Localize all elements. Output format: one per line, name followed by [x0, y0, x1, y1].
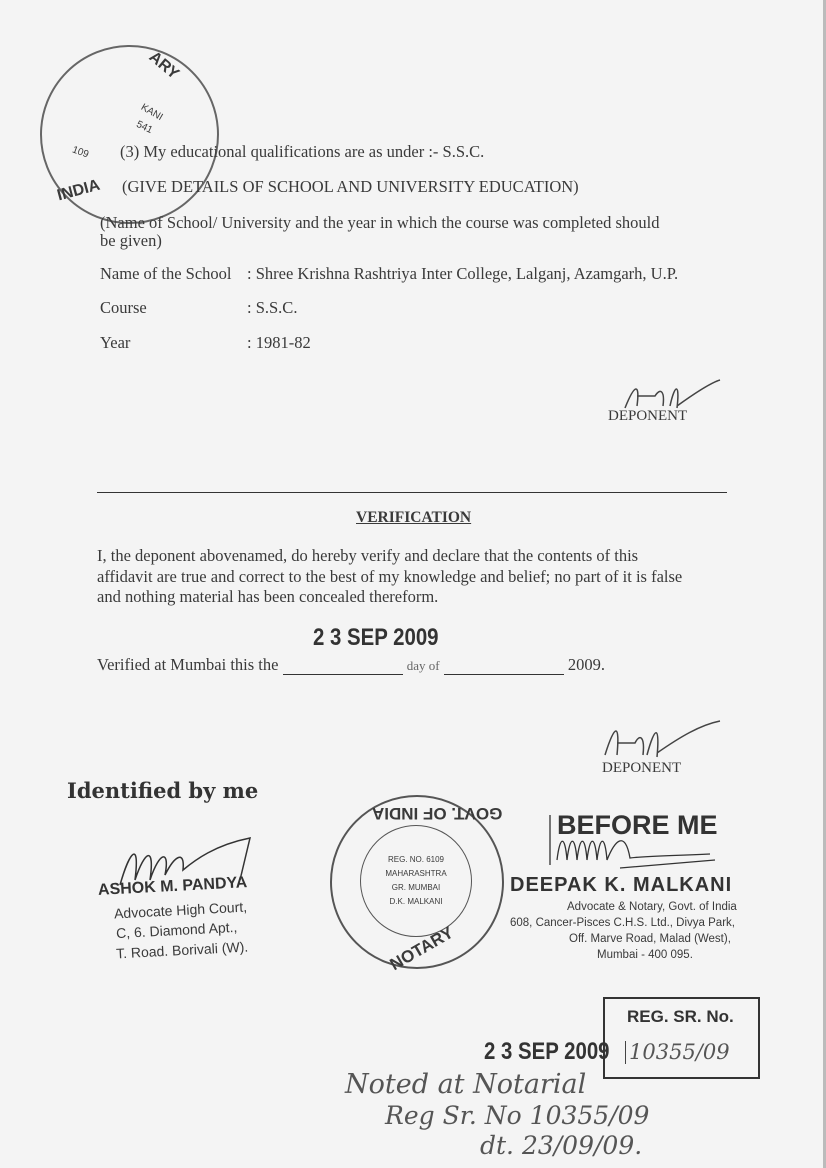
identifier-line-1: Advocate High Court, [113, 898, 248, 922]
seal-notary-name: D.K. MALKANI [389, 897, 443, 906]
verification-body-3: and nothing material has been concealed thereform. [97, 587, 439, 606]
handwritten-note-2: Reg Sr. No 10355/09 [385, 1101, 650, 1130]
details-heading: (GIVE DETAILS OF SCHOOL AND UNIVERSITY EDUCATION) [122, 177, 579, 196]
section-divider [97, 492, 727, 493]
details-instruction-cont: be given) [100, 231, 162, 250]
notary-seal [330, 795, 504, 975]
year-label: Year [100, 333, 131, 352]
notary-line-4: Mumbai - 400 095. [597, 949, 693, 961]
notary-line-2: 608, Cancer-Pisces C.H.S. Ltd., Divya Park, [510, 917, 735, 929]
verification-body-1: I, the deponent abovenamed, do hereby verify and declare that the contents of this [97, 546, 639, 565]
identifier-line-2: C, 6. Diamond Apt., [115, 918, 238, 942]
verified-line: Verified at Mumbai this the day of 2009. [97, 655, 605, 674]
before-me-heading: BEFORE ME [557, 810, 718, 840]
register-box [603, 997, 760, 1079]
year-value: : 1981-82 [247, 333, 311, 352]
top-notary-seal: ARY KANI 541 109 INDIA [40, 45, 219, 224]
identified-heading: Identified by me [67, 778, 259, 803]
details-instruction: (Name of School/ University and the year in which the course was completed should [100, 213, 660, 232]
seal-outer-top: GOVT. OF INDIA [372, 804, 503, 823]
handwritten-note-3: dt. 23/09/09. [480, 1131, 643, 1160]
notary-line-1: Advocate & Notary, Govt. of India [567, 901, 737, 913]
notary-name: DEEPAK K. MALKANI [510, 874, 733, 896]
notary-line-3: Off. Marve Road, Malad (West), [569, 933, 731, 945]
identifier-name: ASHOK M. PANDYA [97, 874, 248, 899]
handwritten-note-1: Noted at Notarial [345, 1069, 587, 1100]
seal-state: MAHARASHTRA [385, 869, 447, 878]
seal-city: GR. MUMBAI [391, 883, 441, 892]
seal-outer-bottom: NOTARY [386, 922, 457, 975]
register-label: REG. SR. No. [627, 1007, 734, 1026]
verification-body-2: affidavit are true and correct to the best of my knowledge and belief; no part of it is false [97, 567, 683, 586]
identifier-line-3: T. Road. Borivali (W). [115, 938, 249, 962]
deponent-label-2: DEPONENT [602, 760, 682, 776]
school-label: Name of the School [100, 264, 232, 283]
deponent-label-1: DEPONENT [608, 408, 688, 424]
course-label: Course [100, 298, 147, 317]
school-value: : Shree Krishna Rashtriya Inter College, Lalganj, Azamgarh, U.P. [247, 264, 679, 283]
notary-signature [535, 810, 725, 870]
register-date-stamp: 2 3 SEP 2009 [484, 1038, 610, 1065]
verification-heading: VERIFICATION [356, 509, 472, 526]
verification-date-stamp: 2 3 SEP 2009 [313, 624, 439, 651]
seal-reg-no: REG. NO. 6109 [387, 855, 445, 864]
course-value: : S.S.C. [247, 298, 298, 317]
qualification-intro: (3) My educational qualifications are as under :- S.S.C. [120, 142, 485, 161]
deponent-signature-2 [595, 715, 725, 765]
register-number: 10355/09 [625, 1041, 730, 1064]
